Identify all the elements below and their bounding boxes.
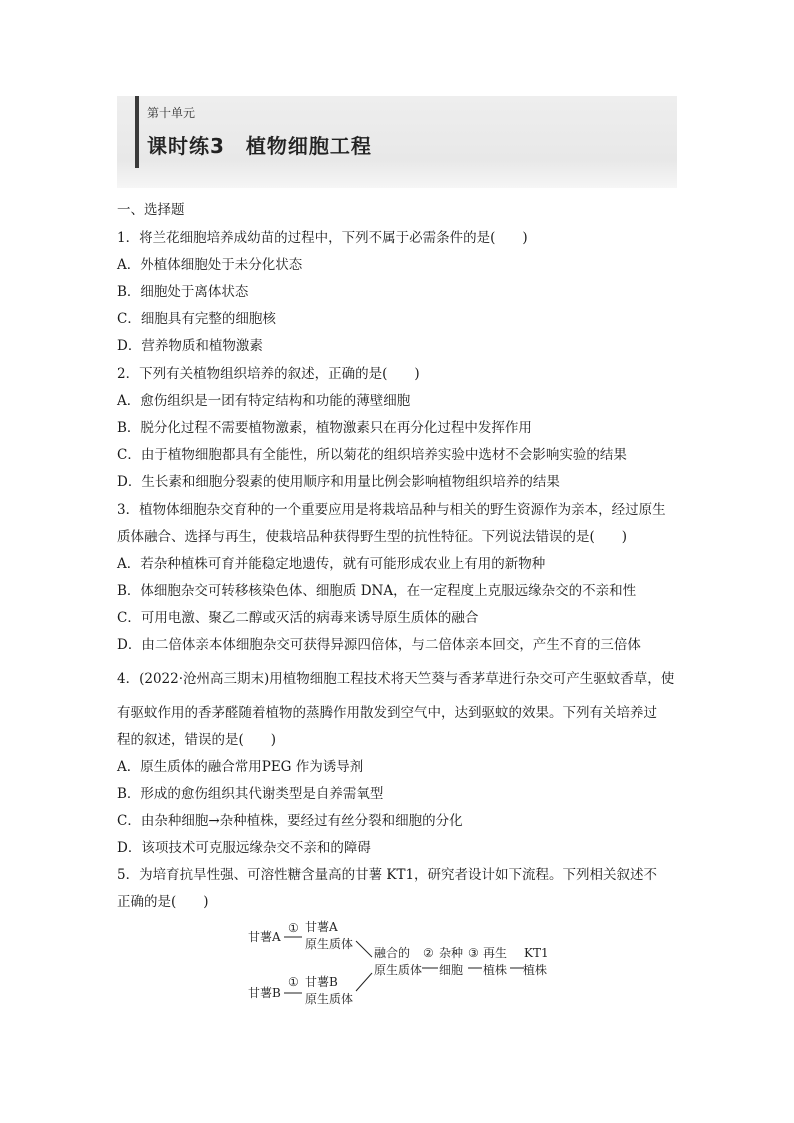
hybrid-bottom: 细胞 (439, 963, 464, 977)
kt1-bottom: 植株 (523, 963, 548, 977)
regen-bottom: 植株 (483, 963, 508, 977)
proto-b-top: 甘薯B (305, 975, 338, 989)
proto-a-bottom: 原生质体 (305, 937, 354, 951)
question-1-stem: 1．将兰花细胞培养成幼苗的过程中，下列不属于必需条件的是( ) (117, 230, 528, 246)
section-title: 一、选择题 (117, 202, 185, 218)
merge-line-b (356, 973, 372, 991)
page-title: 课时练3 植物细胞工程 (147, 134, 372, 158)
regen-top: 再生 (483, 946, 508, 960)
fused-top: 融合的 (374, 946, 411, 960)
source-b-label: 甘薯B (248, 986, 281, 1000)
question-1-option-c: C．细胞具有完整的细胞核 (117, 311, 276, 327)
step-2-label: ② (423, 946, 434, 960)
question-3-stem-cont: 质体融合、选择与再生，使栽培品种获得野生型的抗性特征。下列说法错误的是( ) (117, 529, 628, 545)
question-4-option-c: C．由杂种细胞→杂种植株，要经过有丝分裂和细胞的分化 (117, 813, 463, 829)
question-2-option-b: B．脱分化过程不需要植物激素，植物激素只在再分化过程中发挥作用 (117, 420, 532, 436)
question-5-stem: 5．为培育抗旱性强、可溶性糖含量高的甘薯 KT1，研究者设计如下流程。下列相关叙述不 (117, 867, 658, 883)
question-3-stem: 3．植物体细胞杂交育种的一个重要应用是将栽培品种与相关的野生资源作为亲本，经过原生 (117, 502, 666, 518)
question-4-option-d: D．该项技术可克服远缘杂交不亲和的障碍 (117, 840, 371, 856)
proto-b-bottom: 原生质体 (305, 992, 354, 1006)
question-3-option-c: C．可用电激、聚乙二醇或灭活的病毒来诱导原生质体的融合 (117, 610, 479, 626)
header-accent-bar (135, 96, 139, 168)
question-4-stem: 4．(2022·沧州高三期末)用植物细胞工程技术将天竺葵与香茅草进行杂交可产生驱蚊香草，使 (117, 671, 675, 687)
question-4-stem-cont-2: 程的叙述，错误的是( ) (117, 732, 277, 748)
question-4-option-a: A．原生质体的融合常用PEG 作为诱导剂 (117, 759, 364, 775)
proto-a-top: 甘薯A (305, 920, 338, 934)
step-1-a-label: ① (288, 921, 299, 935)
question-5-stem-cont: 正确的是( ) (117, 894, 209, 910)
question-1-option-d: D．营养物质和植物激素 (117, 338, 263, 354)
question-2-option-a: A．愈伤组织是一团有特定结构和功能的薄壁细胞 (117, 393, 411, 409)
step-3-label: ③ (468, 946, 479, 960)
fused-bottom: 原生质体 (374, 963, 423, 977)
merge-line-a (356, 941, 372, 957)
hybrid-top: 杂种 (439, 946, 464, 960)
question-1-option-b: B．细胞处于离体状态 (117, 284, 249, 300)
question-4-option-b: B．形成的愈伤组织其代谢类型是自养需氧型 (117, 786, 384, 802)
source-a-label: 甘薯A (248, 930, 281, 944)
question-2-option-d: D．生长素和细胞分裂素的使用顺序和用量比例会影响植物组织培养的结果 (117, 474, 560, 490)
step-1-b-label: ① (288, 975, 299, 989)
process-flow-diagram (240, 913, 560, 1013)
question-4-stem-cont: 有驱蚊作用的香茅醛随着植物的蒸腾作用散发到空气中，达到驱蚊的效果。下列有关培养过 (117, 705, 657, 721)
unit-label: 第十单元 (147, 106, 196, 120)
kt1-top: KT1 (524, 946, 549, 960)
question-2-stem: 2．下列有关植物组织培养的叙述，正确的是( ) (117, 366, 420, 382)
question-1-option-a: A．外植体细胞处于未分化状态 (117, 257, 303, 273)
question-2-option-c: C．由于植物细胞都具有全能性，所以菊花的组织培养实验中选材不会影响实验的结果 (117, 447, 627, 463)
question-3-option-a: A．若杂种植株可育并能稳定地遗传，就有可能形成农业上有用的新物种 (117, 556, 546, 572)
question-3-option-d: D．由二倍体亲本体细胞杂交可获得异源四倍体，与二倍体亲本回交，产生不育的三倍体 (117, 637, 641, 653)
question-3-option-b: B．体细胞杂交可转移核染色体、细胞质 DNA，在一定程度上克服远缘杂交的不亲和性 (117, 583, 637, 599)
